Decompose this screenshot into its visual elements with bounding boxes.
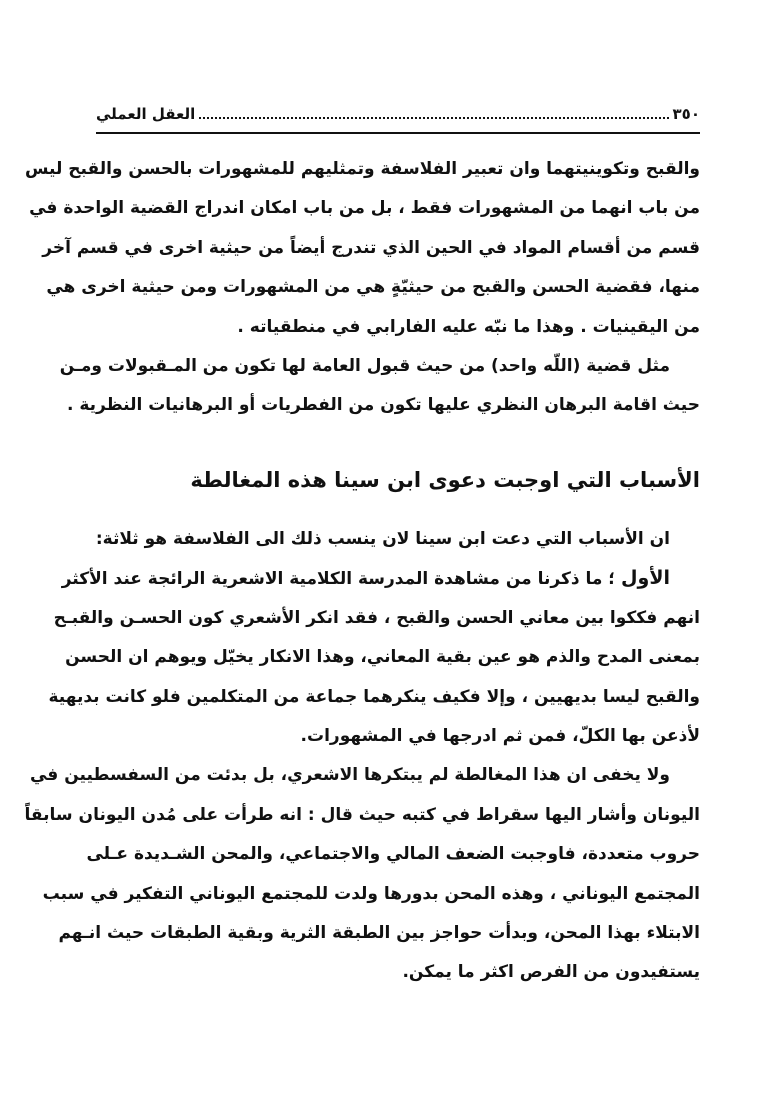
text-line: انهم فككوا بين معاني الحسن والقبح ، فقد انكر الأشعري كون الحسـن والقبـح — [53, 607, 700, 628]
header-leader-dots — [199, 117, 668, 119]
paragraph-block-2 — [24, 520, 700, 993]
text-line: الابتلاء بهذا المحن، وبدأت حواجز بين الطبقة الثرية وبقية الطبقات حيث انـهم — [58, 922, 700, 943]
text-line: من اليقينيات . وهذا ما نبّه عليه الفارابي في منطقياته . — [237, 316, 700, 337]
paragraph-block-1 — [25, 150, 700, 426]
first-reason-line — [61, 559, 700, 598]
text-line: حروب متعددة، فاوجبت الضعف المالي والاجتماعي، والمحن الشـديدة عـلى — [86, 844, 700, 865]
text-line: لأذعن بها الكلّ، فمن ثم ادرجها في المشهورات. — [300, 725, 700, 746]
text-line: حيث اقامة البرهان النظري عليها تكون من الفطريات أو البرهانيات النظرية . — [66, 395, 700, 416]
text-line: ولا يخفى ان هذا المغالطة لم يبتكرها الاشعري، بل بدئت من السفسطيين في — [29, 765, 670, 786]
text-line: يستفيدون من الفرص اكثر ما يمكن. — [402, 962, 700, 983]
text-line: اليونان وأشار اليها سقراط في كتبه حيث قال : انه طرأت على مُدن اليونان سابقاً — [24, 804, 700, 825]
page-number: ٣٥٠ — [672, 105, 700, 123]
text-line: بمعنى المدح والذم هو عين بقية المعاني، وهذا الانكار يخيّل ويوهم ان الحسن — [65, 647, 700, 668]
text-line: مثل قضية (اللّه واحد) من حيث قبول العامة لها تكون من المـقبولات ومـن — [59, 355, 670, 376]
text-line: منها، فقضية الحسن والقبح من حيثيّةٍ هي من المشهورات ومن حيثية اخرى هي — [46, 277, 700, 298]
header-rule — [96, 132, 700, 134]
text-line: قسم من أقسام المواد في الحين الذي تندرج أيضاً من حيثية اخرى في قسم آخر — [42, 237, 700, 258]
running-title: العقل العملي — [96, 105, 196, 123]
text-line: والقبح وتكوينيتهما وان تعبير الفلاسفة وتمثليهم للمشهورات بالحسن والقبح ليس — [25, 159, 700, 179]
text-line: من باب انهما من المشهورات فقط ، بل من باب امكان اندراج القضية الواحدة في — [29, 198, 700, 219]
first-reason-label: الأول — [621, 567, 670, 590]
intro-line: ان الأسباب التي دعت ابن سينا لان ينسب ذلك الى الفلاسفة هو ثلاثة: — [95, 529, 670, 549]
text-line: والقبح ليسا بديهيين ، وإلا فكيف ينكرهما جماعة من المتكلمين فلو كانت بديهية — [48, 686, 700, 707]
section-heading: الأسباب التي اوجبت دعوى ابن سينا هذه المغالطة — [190, 468, 700, 492]
first-reason-text: ؛ ما ذكرنا من مشاهدة المدرسة الكلامية الاشعرية الرائجة عند الأكثر — [61, 569, 622, 590]
running-header — [96, 100, 700, 128]
text-line: المجتمع اليوناني ، وهذه المحن بدورها ولدت للمجتمع اليوناني التفكير في سبب — [42, 883, 700, 904]
